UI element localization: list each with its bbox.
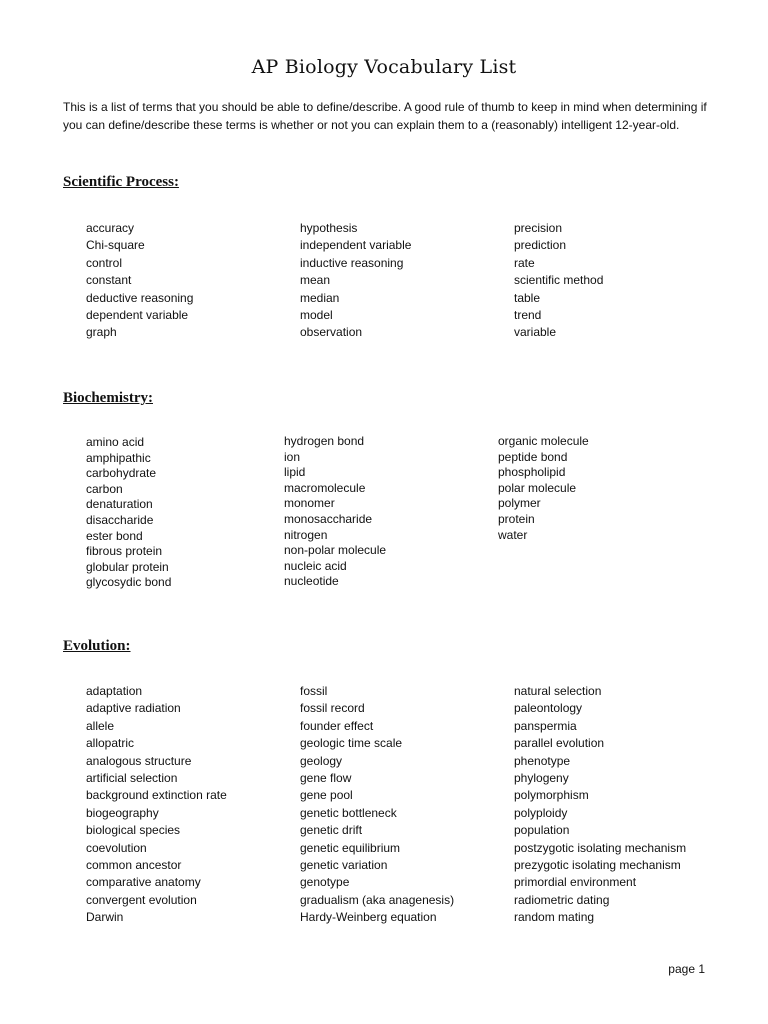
vocab-term: ion <box>284 449 301 464</box>
vocab-term: prediction <box>514 238 567 253</box>
vocab-term: Hardy-Weinberg equation <box>300 910 437 925</box>
vocab-term: precision <box>514 221 563 235</box>
vocab-term: mean <box>300 273 331 288</box>
vocab-term: genetic variation <box>300 858 388 873</box>
vocab-term: gradualism (aka anagenesis) <box>300 892 455 907</box>
vocab-term: background extinction rate <box>86 788 227 803</box>
term-list-scientific-process-col-2 <box>300 220 411 342</box>
section-heading-biochemistry: Biochemistry: <box>63 390 153 406</box>
vocab-term: genetic equilibrium <box>300 840 401 855</box>
vocab-term: trend <box>514 308 542 323</box>
term-list-evolution-col-1 <box>86 683 227 927</box>
vocab-term: non-polar molecule <box>284 543 387 558</box>
vocab-term: amphipathic <box>86 450 151 465</box>
term-list-evolution-col-2 <box>300 683 454 927</box>
vocab-term: peptide bond <box>498 449 568 464</box>
vocab-term: nucleotide <box>284 574 339 589</box>
vocab-term: geologic time scale <box>300 736 403 751</box>
vocab-term: table <box>514 290 541 305</box>
vocab-term: polymer <box>498 496 541 511</box>
vocab-term: phenotype <box>514 753 571 768</box>
vocab-term: allele <box>86 718 115 733</box>
vocab-term: parallel evolution <box>514 736 605 751</box>
term-list-biochemistry-col-2 <box>284 434 386 590</box>
vocab-term: geology <box>300 753 343 768</box>
vocab-term: coevolution <box>86 840 147 855</box>
vocab-term: carbohydrate <box>86 466 157 481</box>
vocab-term: macromolecule <box>284 480 366 495</box>
vocab-term: genotype <box>300 875 350 890</box>
vocab-term: variable <box>514 325 557 340</box>
vocab-term: phospholipid <box>498 465 566 480</box>
vocab-term: scientific method <box>514 273 604 288</box>
vocab-term: primordial environment <box>514 875 637 890</box>
vocab-term: random mating <box>514 910 595 925</box>
vocab-term: phylogeny <box>514 771 569 786</box>
term-list-scientific-process-col-1 <box>86 220 193 342</box>
vocab-term: median <box>300 290 340 305</box>
vocab-term: dependent variable <box>86 308 189 323</box>
vocab-term: convergent evolution <box>86 892 197 907</box>
vocab-term: control <box>86 255 123 270</box>
vocab-term: protein <box>498 511 535 526</box>
vocab-term: globular protein <box>86 559 169 574</box>
vocab-term: biogeography <box>86 805 159 820</box>
vocab-term: deductive reasoning <box>86 290 194 305</box>
vocab-term: Chi-square <box>86 238 145 253</box>
vocab-term: panspermia <box>514 718 577 733</box>
vocab-term: constant <box>86 273 132 288</box>
vocab-term: organic molecule <box>498 434 589 448</box>
vocab-term: monomer <box>284 496 335 511</box>
vocab-term: prezygotic isolating mechanism <box>514 858 681 873</box>
intro-paragraph: This is a list of terms that you should be able to define/describe. A good rule of thumb to keep in mind when determining if you can define/describe these terms is whether or not you can explain them to a (reasonably) intelligent 12-year-old. <box>63 100 707 132</box>
term-list-biochemistry-col-3 <box>498 434 589 543</box>
vocab-term: glycosydic bond <box>86 575 172 590</box>
vocab-term: ester bond <box>86 528 143 543</box>
vocab-term: graph <box>86 325 117 340</box>
page-title: AP Biology Vocabulary List <box>251 56 517 78</box>
vocab-term: inductive reasoning <box>300 255 404 270</box>
vocab-term: polar molecule <box>498 480 577 495</box>
vocab-term: gene flow <box>300 771 352 786</box>
vocab-term: accuracy <box>86 221 135 235</box>
vocab-term: fibrous protein <box>86 544 163 559</box>
vocab-term: fossil record <box>300 701 365 716</box>
vocab-term: adaptation <box>86 684 143 698</box>
vocab-term: monosaccharide <box>284 511 373 526</box>
vocab-term: nucleic acid <box>284 558 347 573</box>
vocab-term: gene pool <box>300 788 353 803</box>
vocab-term: observation <box>300 325 363 340</box>
vocab-term: Darwin <box>86 910 124 925</box>
vocab-term: radiometric dating <box>514 892 610 907</box>
vocab-term: amino acid <box>86 435 145 449</box>
term-list-biochemistry-col-1 <box>86 435 171 591</box>
page-number: page 1 <box>668 962 705 976</box>
term-list-scientific-process-col-3 <box>514 220 603 342</box>
vocab-term: adaptive radiation <box>86 701 181 716</box>
vocab-term: analogous structure <box>86 753 192 768</box>
vocab-term: genetic drift <box>300 823 363 838</box>
vocab-term: independent variable <box>300 238 412 253</box>
vocab-term: fossil <box>300 684 328 698</box>
vocab-term: hydrogen bond <box>284 434 365 448</box>
vocab-term: artificial selection <box>86 771 178 786</box>
vocab-term: carbon <box>86 481 123 496</box>
vocab-term: allopatric <box>86 736 135 751</box>
vocab-term: common ancestor <box>86 858 182 873</box>
term-list-evolution-col-3 <box>514 683 686 927</box>
vocab-term: water <box>498 527 528 542</box>
vocab-term: nitrogen <box>284 527 328 542</box>
vocab-term: biological species <box>86 823 181 838</box>
section-heading-evolution: Evolution: <box>63 638 131 654</box>
vocab-term: comparative anatomy <box>86 875 201 890</box>
vocab-term: natural selection <box>514 684 602 698</box>
section-heading-scientific-process: Scientific Process: <box>63 174 179 190</box>
vocab-term: polymorphism <box>514 788 589 803</box>
vocab-term: lipid <box>284 465 306 480</box>
vocab-term: denaturation <box>86 497 153 512</box>
vocab-term: genetic bottleneck <box>300 805 397 820</box>
vocab-term: founder effect <box>300 718 374 733</box>
vocab-term: rate <box>514 255 535 270</box>
vocab-term: model <box>300 308 333 323</box>
vocab-term: paleontology <box>514 701 583 716</box>
vocab-term: polyploidy <box>514 805 568 820</box>
vocab-term: population <box>514 823 570 838</box>
vocab-term: postzygotic isolating mechanism <box>514 840 687 855</box>
vocab-term: disaccharide <box>86 512 154 527</box>
vocab-term: hypothesis <box>300 221 358 235</box>
